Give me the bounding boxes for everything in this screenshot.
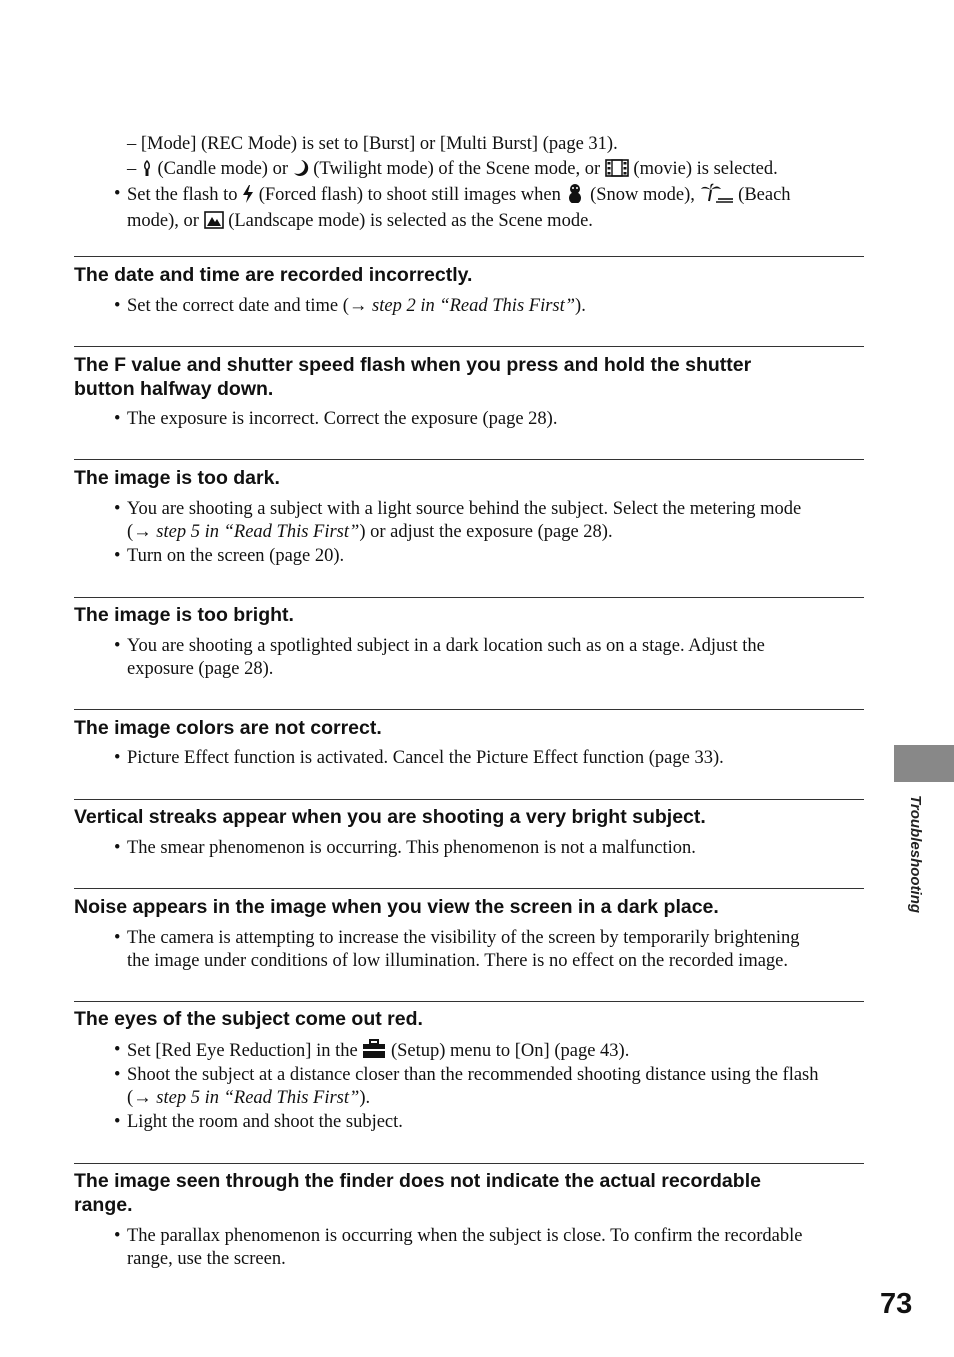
top-bullet: • Set the flash to (Forced flash) to shoot still images when (Snow mode), (Beach mode), or (Landscape mode) is selected as the Scene mode. bbox=[127, 183, 847, 235]
arrow-icon: → bbox=[133, 521, 152, 542]
list-item: • Set [Red Eye Reduction] in the (Setup) menu to [On] (page 43). bbox=[127, 1039, 629, 1066]
page-number: 73 bbox=[880, 1288, 913, 1320]
setup-toolbox-icon bbox=[362, 1039, 386, 1066]
section-divider bbox=[74, 1001, 864, 1002]
section-heading-too-bright: The image is too bright. bbox=[74, 604, 294, 626]
list-item: • The parallax phenomenon is occurring when the subject is close. To confirm the recordable range, use the screen. bbox=[114, 1226, 803, 1269]
landscape-mode-icon bbox=[204, 211, 224, 236]
section-heading-colors: The image colors are not correct. bbox=[74, 717, 382, 739]
section-divider bbox=[74, 1163, 864, 1164]
section-heading-date: The date and time are recorded incorrectly. bbox=[74, 264, 473, 286]
section-divider bbox=[74, 799, 864, 800]
arrow-icon: → bbox=[133, 1087, 152, 1108]
cross-reference: step 5 in “Read This First” bbox=[151, 521, 360, 542]
arrow-icon: → bbox=[348, 296, 368, 316]
chapter-tab-marker bbox=[894, 745, 954, 782]
section-heading-noise: Noise appears in the image when you view the screen in a dark place. bbox=[74, 896, 719, 918]
movie-icon bbox=[605, 159, 629, 184]
list-item: • You are shooting a subject with a light source behind the subject. Select the metering mode (→ step 5 in “Read This First”) or adjust the exposure (page 28). bbox=[114, 499, 802, 542]
section-divider bbox=[74, 709, 864, 710]
list-item: • Light the room and shoot the subject. bbox=[114, 1112, 403, 1132]
section-heading-streaks: Vertical streaks appear when you are shooting a very bright subject. bbox=[74, 806, 706, 828]
cross-reference: step 2 in “Read This First” bbox=[367, 296, 576, 316]
list-item: • Turn on the screen (page 20). bbox=[114, 546, 345, 566]
beach-mode-icon bbox=[700, 183, 734, 210]
snow-mode-icon bbox=[565, 183, 585, 210]
section-divider bbox=[74, 346, 864, 347]
list-item: • Picture Effect function is activated. Cancel the Picture Effect function (page 33). bbox=[114, 748, 724, 768]
list-item: • Shoot the subject at a distance closer than the recommended shooting distance using the flash (→ step 5 in “Read This First”). bbox=[114, 1065, 819, 1108]
twilight-moon-icon bbox=[293, 159, 309, 184]
forced-flash-icon bbox=[242, 185, 254, 210]
list-item: • You are shooting a spotlighted subject in a dark location such as on a stage. Adjust the exposure (page 28). bbox=[114, 636, 765, 679]
section-divider bbox=[74, 888, 864, 889]
section-divider bbox=[74, 256, 864, 257]
top-dash-line-1: – [Mode] (REC Mode) is set to [Burst] or [Multi Burst] (page 31). bbox=[127, 134, 618, 154]
section-divider bbox=[74, 597, 864, 598]
list-item: • The exposure is incorrect. Correct the exposure (page 28). bbox=[114, 409, 558, 429]
section-heading-too-dark: The image is too dark. bbox=[74, 467, 280, 489]
candle-icon bbox=[141, 159, 153, 184]
list-item: • The camera is attempting to increase the visibility of the screen by temporarily brightening the image under conditions of low illumination. There is no effect on the recorded image. bbox=[114, 928, 800, 971]
list-item: • Set the correct date and time (→ step 2 in “Read This First”). bbox=[114, 296, 586, 316]
section-heading-red-eye: The eyes of the subject come out red. bbox=[74, 1008, 423, 1030]
section-divider bbox=[74, 459, 864, 460]
side-chapter-label: Troubleshooting bbox=[907, 795, 924, 914]
section-heading-finder: The image seen through the finder does not indicate the actual recordable range. bbox=[74, 1170, 761, 1216]
cross-reference: step 5 in “Read This First” bbox=[151, 1087, 360, 1108]
top-dash-line-2: – (Candle mode) or (Twilight mode) of the Scene mode, or (movie) is selected. bbox=[127, 158, 778, 184]
section-heading-fvalue: The F value and shutter speed flash when you press and hold the shutter button halfway down. bbox=[74, 354, 752, 400]
list-item: • The smear phenomenon is occurring. This phenomenon is not a malfunction. bbox=[114, 838, 696, 858]
